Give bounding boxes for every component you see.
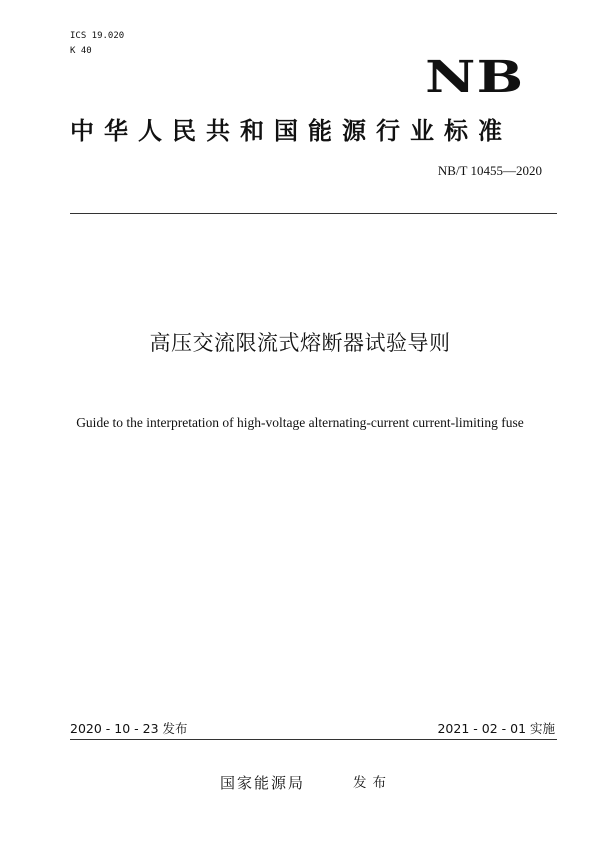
header-divider — [70, 213, 557, 214]
nb-logo: NB — [424, 52, 524, 103]
document-title: 高压交流限流式熔断器试验导则 — [149, 331, 451, 355]
ics-code: ICS 19.020 — [70, 31, 125, 41]
classification-code: K 40 — [70, 46, 92, 56]
footer-divider — [70, 739, 557, 740]
implement-date: 2021 - 02 - 01 实施 — [437, 721, 555, 736]
document-title-english: Guide to the interpretation of high-voltage alternating-current current-limiting fuse — [76, 415, 524, 430]
publish-date: 2020 - 10 - 23 发布 — [70, 721, 188, 736]
issue-label: 发布 — [353, 775, 392, 791]
standard-title: 中华人民共和国能源行业标准 — [70, 117, 512, 145]
issuer-name: 国家能源局 — [220, 774, 306, 792]
standard-number: NB/T 10455—2020 — [437, 163, 542, 178]
